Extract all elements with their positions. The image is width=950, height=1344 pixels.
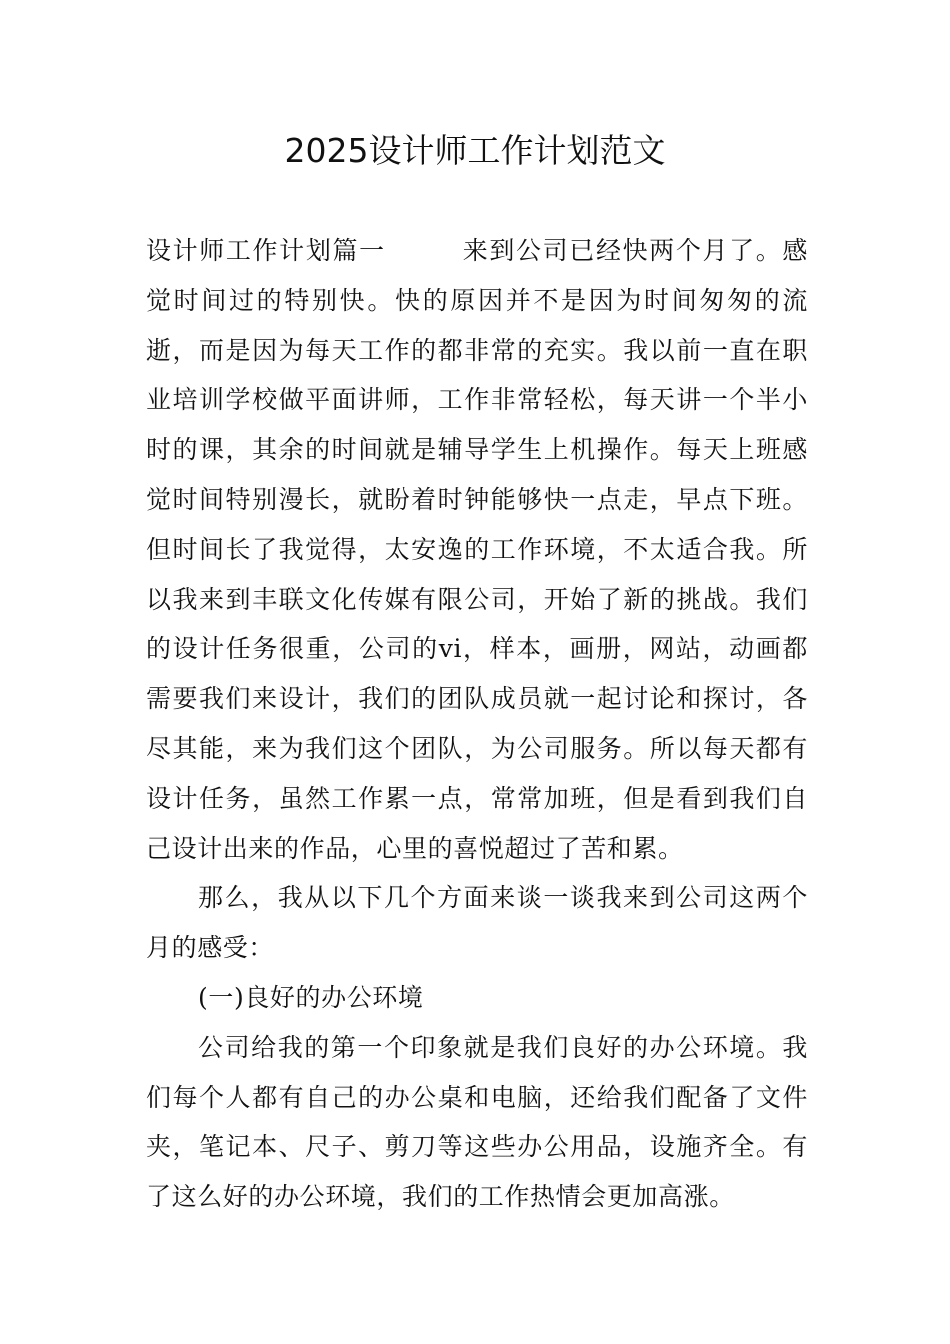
document-body	[146, 226, 808, 1222]
paragraph-1-text: 来到公司已经快两个月了。感觉时间过的特别快。快的原因并不是因为时间匆匆的流逝，而是因为每天工作的都非常的充实。我以前一直在职业培训学校做平面讲师，工作非常轻松，每天讲一个半小时的课，其余的时间就是辅导学生上机操作。每天上班感觉时间特别漫长，就盼着时钟能够快一点走，早点下班。但时间长了我觉得，太安逸的工作环境，不太适合我。所以我来到丰联文化传媒有限公司，开始了新的挑战。我们的设计任务很重，公司的vi，样本，画册，网站，动画都需要我们来设计，我们的团队成员就一起讨论和探讨，各尽其能，来为我们这个团队，为公司服务。所以每天都有设计任务，虽然工作累一点，常常加班，但是看到我们自己设计出来的作品，心里的喜悦超过了苦和累。	[146, 236, 808, 863]
paragraph-1	[146, 226, 808, 873]
document-title: 2025设计师工作计划范文	[284, 131, 666, 170]
paragraph-2: 那么，我从以下几个方面来谈一谈我来到公司这两个月的感受：	[146, 883, 808, 963]
subheading-office-environment: (一)良好的办公环境	[198, 982, 424, 1012]
paragraph-3: 公司给我的第一个印象就是我们良好的办公环境。我们每个人都有自己的办公桌和电脑，还给我们配备了文件夹，笔记本、尺子、剪刀等这些办公用品，设施齐全。有了这么好的办公环境，我们的工作热情会更加高涨。	[146, 1032, 808, 1212]
section-heading: 设计师工作计划篇一	[146, 236, 386, 265]
